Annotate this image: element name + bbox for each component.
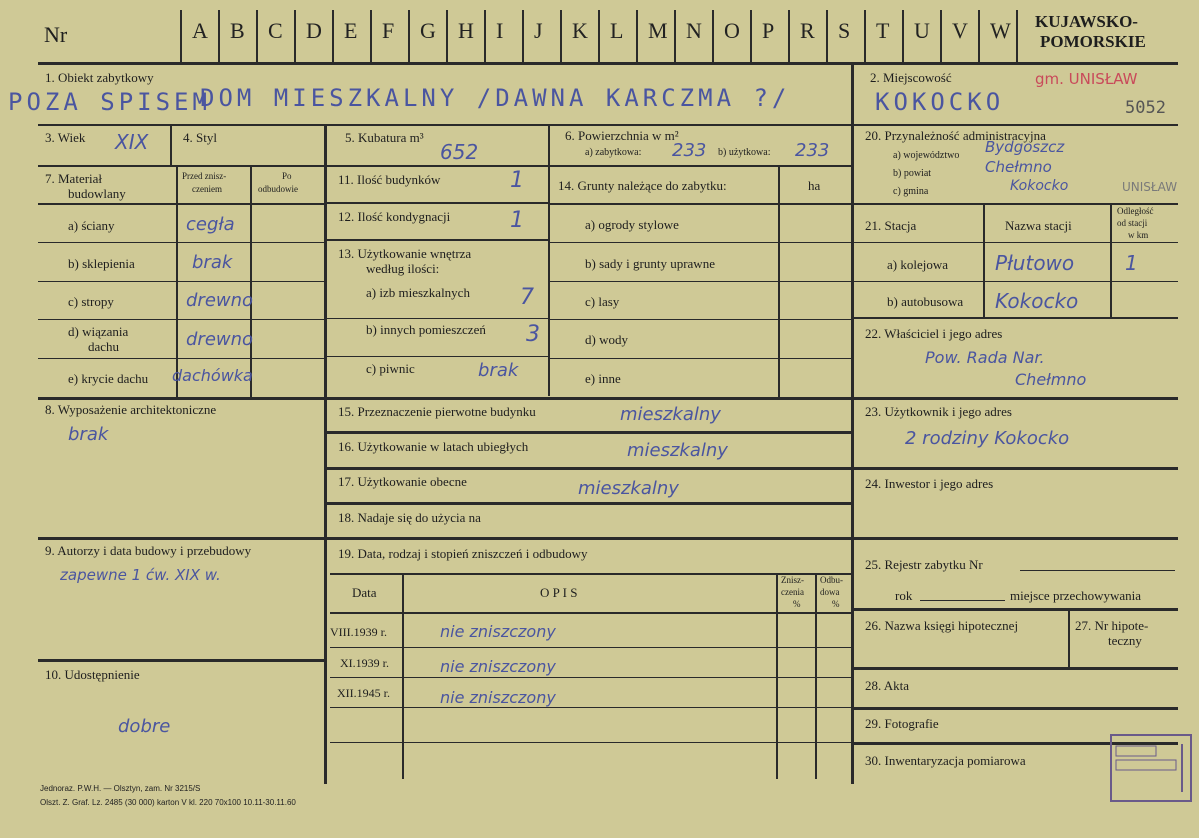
field21a-dist: 1	[1125, 251, 1138, 275]
letter-separator	[826, 10, 828, 62]
field3-value: XIX	[115, 130, 149, 154]
field21b-label: b) autobusowa	[887, 294, 964, 309]
row-divider	[330, 707, 851, 708]
field14-label: 14. Grunty należące do zabytku:	[558, 178, 727, 193]
index-letter-g: G	[420, 18, 436, 43]
index-letter-r: R	[800, 18, 815, 43]
field20a-label: a) województwo	[893, 150, 960, 161]
index-letter-l: L	[610, 18, 624, 43]
field20c-label: c) gmina	[893, 186, 929, 197]
row-divider	[853, 667, 1178, 670]
row-divider	[330, 647, 851, 648]
field20c-extra: UNISŁAW	[1122, 180, 1178, 194]
row-divider	[326, 318, 548, 319]
field7a-value: cegła	[186, 214, 235, 235]
field18-label: 18. Nadaje się do użycia na	[338, 510, 481, 525]
row-divider	[326, 165, 548, 167]
field26-label: 26. Nazwa księgi hipotecznej	[865, 618, 1019, 633]
field1-value: DOM MIESZKALNY /DAWNA KARCZMA ?/	[200, 84, 791, 112]
row-divider	[326, 239, 548, 241]
index-letter-w: W	[990, 18, 1011, 43]
row-divider	[853, 317, 1178, 319]
field7d-value: drewno	[186, 329, 254, 350]
row-divider	[550, 319, 851, 320]
field21-col-dist2: od stacji	[1117, 218, 1148, 228]
index-letter-j: J	[534, 18, 543, 43]
field14b-label: b) sady i grunty uprawne	[585, 256, 715, 271]
field19-row3-desc: nie zniszczony	[440, 688, 556, 707]
footer-line1: Jednoraz. P.W.H. — Olsztyn, zam. Nr 3215/S	[40, 784, 201, 793]
field19-col-divider3	[815, 573, 817, 779]
letter-separator	[750, 10, 752, 62]
index-letter-h: H	[458, 18, 474, 43]
field13-label2: według ilości:	[366, 261, 440, 276]
field10-label: 10. Udostępnienie	[45, 667, 140, 682]
field5-value: 652	[440, 140, 479, 164]
field7-label2: budowlany	[68, 186, 126, 201]
field1-prefix: POZA SPISEM	[8, 88, 211, 116]
row-divider	[326, 467, 851, 470]
field14a-label: a) ogrody stylowe	[585, 217, 679, 232]
field7e-label: e) krycie dachu	[68, 371, 149, 386]
letter-separator	[864, 10, 866, 62]
field19-col-desc: O P I S	[540, 585, 578, 600]
index-letter-v: V	[952, 18, 968, 43]
field2-value: KOKOCKO	[875, 88, 1005, 116]
field24-label: 24. Inwestor i jego adres	[865, 476, 994, 491]
field25-underline	[1020, 570, 1175, 571]
field4-label: 4. Styl	[183, 130, 217, 145]
field21b-value: Kokocko	[995, 289, 1079, 313]
index-letter-s: S	[838, 18, 851, 43]
letter-separator	[294, 10, 296, 62]
row3-divider-left	[38, 165, 326, 167]
field7c-label: c) stropy	[68, 294, 114, 309]
row1-divider	[38, 124, 1178, 126]
field5-label: 5. Kubatura m³	[345, 130, 424, 145]
index-letter-d: D	[306, 18, 322, 43]
field2-label: 2. Miejscowość	[870, 70, 952, 85]
field20-label: 20. Przynależność administracyjna	[865, 128, 1046, 143]
row-divider	[330, 742, 851, 743]
field13a-value: 7	[520, 285, 534, 310]
field6b-value: 233	[795, 140, 830, 161]
field7-col-after1: Po	[282, 171, 292, 181]
field28-label: 28. Akta	[865, 678, 910, 693]
field3-divider	[170, 124, 172, 166]
field12-label: 12. Ilość kondygnacji	[338, 209, 451, 224]
archive-stamp	[1110, 734, 1192, 802]
field23-label: 23. Użytkownik i jego adres	[865, 404, 1012, 419]
field6a-value: 233	[672, 140, 707, 161]
field21a-value: Płutowo	[995, 251, 1075, 275]
field7-row-divider	[38, 358, 326, 359]
index-letter-c: C	[268, 18, 283, 43]
row-divider	[853, 537, 1178, 540]
field19-col-rebuild2: dowa	[820, 587, 840, 597]
field21-col-dist3: w km	[1128, 230, 1149, 240]
field20b-label: b) powiat	[893, 168, 932, 179]
field27-label1: 27. Nr hipote-	[1075, 618, 1149, 633]
row-divider	[853, 203, 1178, 205]
field7-col-before2: czeniem	[192, 184, 222, 194]
field25-rok: rok	[895, 588, 913, 603]
letter-separator	[408, 10, 410, 62]
field8-value: brak	[68, 424, 109, 445]
field21-col-divider1	[983, 203, 985, 317]
field7-row-divider	[38, 281, 326, 282]
row-divider	[550, 203, 851, 205]
field21-label: 21. Stacja	[865, 218, 917, 233]
row-divider	[550, 281, 851, 282]
field16-label: 16. Użytkowanie w latach ubiegłych	[338, 439, 529, 454]
header-divider	[38, 62, 1178, 65]
field15-label: 15. Przeznaczenie pierwotne budynku	[338, 404, 536, 419]
letter-separator	[902, 10, 904, 62]
region-stamp-line2: POMORSKIE	[1040, 32, 1146, 51]
field13a-label: a) izb mieszkalnych	[366, 285, 470, 300]
index-letter-t: T	[876, 18, 890, 43]
field9-value: zapewne 1 ćw. XIX w.	[60, 566, 221, 584]
row-divider	[330, 677, 851, 678]
field7-row-divider	[38, 242, 326, 243]
field7-header-divider	[38, 203, 326, 205]
field19-col-date: Data	[352, 585, 377, 600]
field14d-label: d) wody	[585, 332, 628, 347]
field6a-label: a) zabytkowa:	[585, 147, 642, 158]
field20a-value: Bydgoszcz	[985, 138, 1065, 156]
field19-col-destr2: czenia	[781, 587, 804, 597]
field7a-label: a) ściany	[68, 218, 115, 233]
column-divider-right	[851, 64, 854, 784]
row-divider	[326, 356, 548, 357]
field13-label1: 13. Użytkowanie wnętrza	[338, 246, 472, 261]
field19-row1-date: VIII.1939 r.	[330, 625, 387, 639]
field19-col-destr3: %	[793, 599, 801, 609]
letter-separator	[332, 10, 334, 62]
field14e-label: e) inne	[585, 371, 621, 386]
letter-separator	[674, 10, 676, 62]
field17-label: 17. Użytkowanie obecne	[338, 474, 467, 489]
field13c-label: c) piwnic	[366, 361, 415, 376]
row-divider	[38, 659, 326, 662]
field10-value: dobre	[118, 716, 171, 737]
field22-value-line2: Chełmno	[1015, 370, 1087, 389]
field13b-label: b) innych pomieszczeń	[366, 322, 486, 337]
field7d-label1: d) wiązania	[68, 324, 129, 339]
field21a-label: a) kolejowa	[887, 257, 949, 272]
field7-col-before1: Przed znisz-	[182, 171, 227, 181]
letter-separator	[712, 10, 714, 62]
field19-col-rebuild1: Odbu-	[820, 575, 843, 585]
row-divider	[853, 467, 1178, 470]
row-divider	[550, 165, 851, 167]
field22-label: 22. Właściciel i jego adres	[865, 326, 1003, 341]
field20c-value: Kokocko	[1010, 178, 1069, 194]
field21-col-name: Nazwa stacji	[1005, 218, 1072, 233]
field20b-value: Chełmno	[985, 158, 1052, 176]
field7b-value: brak	[192, 252, 233, 273]
field11-value: 1	[510, 168, 524, 193]
letter-separator	[180, 10, 182, 62]
row-divider	[853, 242, 1178, 243]
field16-value: mieszkalny	[627, 440, 728, 461]
row-divider	[330, 573, 851, 575]
field22-value-line1: Pow. Rada Nar.	[925, 348, 1045, 367]
field7e-value: dachówka	[172, 366, 253, 385]
field19-row1-desc: nie zniszczony	[440, 622, 556, 641]
row-divider	[326, 431, 851, 434]
field21-col-divider2	[1110, 203, 1112, 317]
row-divider	[330, 612, 851, 614]
row-divider	[853, 707, 1178, 710]
letter-separator	[1016, 10, 1018, 62]
field11-label: 11. Ilość budynków	[338, 172, 441, 187]
field19-col-destr1: Znisz-	[781, 575, 804, 585]
letter-separator	[484, 10, 486, 62]
letter-separator	[940, 10, 942, 62]
letter-separator	[560, 10, 562, 62]
field26-col-divider	[1068, 610, 1070, 668]
index-letter-n: N	[686, 18, 702, 43]
field14-unit: ha	[808, 178, 821, 193]
index-letter-i: I	[496, 18, 504, 43]
index-letter-f: F	[382, 18, 395, 43]
letter-separator	[522, 10, 524, 62]
field23-value: 2 rodziny Kokocko	[905, 428, 1070, 449]
field13b-value: 3	[526, 322, 540, 347]
row-divider	[326, 502, 851, 505]
index-letter-b: B	[230, 18, 245, 43]
row-divider	[38, 397, 1178, 400]
field25-rok-underline	[920, 600, 1005, 601]
field19-row2-desc: nie zniszczony	[440, 657, 556, 676]
field30-label: 30. Inwentaryzacja pomiarowa	[865, 753, 1026, 768]
index-letter-k: K	[572, 18, 588, 43]
index-letter-u: U	[914, 18, 930, 43]
field21-col-dist1: Odległość	[1117, 206, 1154, 216]
letter-separator	[256, 10, 258, 62]
field2-gmina: gm. UNISŁAW	[1035, 70, 1138, 88]
field19-label: 19. Data, rodzaj i stopień zniszczeń i odbudowy	[338, 546, 588, 561]
field7c-value: drewno	[186, 290, 254, 311]
field14c-label: c) lasy	[585, 294, 620, 309]
field29-label: 29. Fotografie	[865, 716, 939, 731]
field19-row3-date: XII.1945 r.	[337, 686, 390, 700]
field8-label: 8. Wyposażenie architektoniczne	[45, 402, 217, 417]
row-divider	[550, 358, 851, 359]
field27-label2: teczny	[1108, 633, 1142, 648]
field7b-label: b) sklepienia	[68, 256, 135, 271]
field6b-label: b) użytkowa:	[718, 147, 771, 158]
footer-line2: Olszt. Z. Graf. Lz. 2485 (30 000) karton V kl. 220 70x100 10.11-30.11.60	[40, 798, 296, 807]
field13c-value: brak	[478, 360, 519, 381]
letter-separator	[598, 10, 600, 62]
field7-col-after2: odbudowie	[258, 184, 298, 194]
index-letter-m: M	[648, 18, 668, 43]
letter-separator	[218, 10, 220, 62]
region-stamp-line1: KUJAWSKO-	[1035, 12, 1138, 31]
field7-label1: 7. Materiał	[45, 171, 103, 186]
letter-separator	[788, 10, 790, 62]
field9-label: 9. Autorzy i data budowy i przebudowy	[45, 543, 252, 558]
field19-col-divider1	[402, 573, 404, 779]
row-divider	[326, 537, 851, 540]
nr-label: Nr	[44, 22, 68, 47]
field17-value: mieszkalny	[578, 478, 679, 499]
field2-number: 5052	[1125, 98, 1166, 118]
field12-value: 1	[510, 208, 524, 233]
letter-separator	[446, 10, 448, 62]
field25-miejsce: miejsce przechowywania	[1010, 588, 1142, 603]
field7-row-divider	[38, 319, 326, 320]
letter-separator	[636, 10, 638, 62]
field3-label: 3. Wiek	[45, 130, 86, 145]
field1-label: 1. Obiekt zabytkowy	[45, 70, 154, 85]
index-letter-a: A	[192, 18, 208, 43]
field25-label: 25. Rejestr zabytku Nr	[865, 557, 983, 572]
row-divider	[853, 281, 1178, 282]
index-letter-e: E	[344, 18, 358, 43]
letter-separator	[978, 10, 980, 62]
row-divider	[550, 242, 851, 243]
field6-label: 6. Powierzchnia w m²	[565, 128, 679, 143]
field19-col-rebuild3: %	[832, 599, 840, 609]
field19-col-divider2	[776, 573, 778, 779]
index-letter-p: P	[762, 18, 775, 43]
row-divider	[853, 608, 1178, 611]
stamp-graphic	[1112, 736, 1190, 800]
field7d-label2: dachu	[88, 339, 120, 354]
letter-separator	[370, 10, 372, 62]
field15-value: mieszkalny	[620, 404, 721, 425]
field19-row2-date: XI.1939 r.	[340, 656, 389, 670]
column-divider-left	[324, 124, 327, 784]
row-divider	[326, 202, 548, 204]
index-letter-o: O	[724, 18, 740, 43]
row-divider	[38, 537, 326, 540]
